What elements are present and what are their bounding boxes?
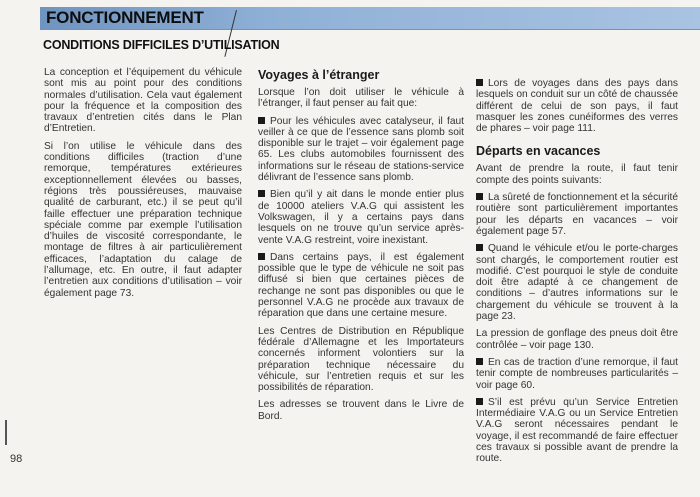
section-title: FONCTIONNEMENT [46, 8, 204, 27]
bullet-square-icon [476, 358, 483, 365]
bullet-square-icon [476, 244, 483, 251]
heading-voyages: Voyages à l’étranger [258, 68, 380, 82]
margin-bar [5, 420, 7, 445]
page-number: 98 [10, 453, 23, 465]
column-right [476, 78, 678, 471]
bullet-item: La sûreté de fonctionnement et la sécurité routière sont particulièrement importantes pour les départs en vacances – voir également page 57. [476, 192, 678, 237]
paragraph: Avant de prendre la route, il faut tenir compte des points suivants: [476, 163, 678, 186]
header-divider [40, 29, 700, 30]
paragraph: Les adresses se trouvent dans le Livre de Bord. [258, 399, 464, 422]
bullet-item: Bien qu’il y ait dans le monde entier plus de 10000 ateliers V.A.G qui assistent les Volkswagen, il y a certains pays dans lesquels on ne trouve qu’un service après-vente V.A.G restreint, voire inexistant. [258, 189, 464, 246]
paragraph: La pression de gonflage des pneus doit être contrôlée – voir page 130. [476, 328, 678, 351]
paragraph: Lorsque l’on doit utiliser le véhicule à l’étranger, il faut penser au fait que: [258, 87, 464, 110]
bullet-item: Dans certains pays, il est également possible que le type de véhicule ne soit pas diffusé si bien que certaines pièces de rechange ne sont pas disponibles ou que le personnel V.A.G ne procède aux travaux de réparation que dans une certaine mesure. [258, 251, 464, 320]
column-middle [258, 68, 464, 428]
bullet-item: En cas de traction d’une remorque, il faut tenir compte de nombreuses particularités – voir page 60. [476, 356, 678, 391]
bullet-item: Quand le véhicule et/ou le porte-charges sont chargés, le comportement routier est modifié. C’est pourquoi le style de conduite doit être adapté à ce changement de conditions – d’autres informations sur le chargement du véhicule se trouvent à la page 23. [476, 243, 678, 323]
bullet-square-icon [476, 79, 483, 86]
paragraph: Les Centres de Distribution en République fédérale d’Allemagne et les Importateurs concernés informent volontiers sur la préparation technique nécessaire du véhicule, sur l’entretien requis et sur les possibilités de réparation. [258, 325, 464, 394]
heading-departs: Départs en vacances [476, 144, 601, 159]
bullet-square-icon [476, 193, 483, 200]
bullet-item: S’il est prévu qu’un Service Entretien Intermédiaire V.A.G ou un Service Entretien V.A.G seront nécessaires pendant le voyage, il est recommandé de faire effectuer ces travaux si possible avant de prendre la route. [476, 396, 678, 465]
section-subtitle: CONDITIONS DIFFICILES D’UTILISATION [43, 38, 280, 52]
column-left [44, 67, 242, 305]
bullet-square-icon [476, 398, 483, 405]
paragraph: La conception et l’équipement du véhicule sont mis au point pour des conditions normales d’utilisation. Cela vaut également pour la fréquence et la composition des travaux d’entretien cités dans le Plan d’Entretien. [44, 67, 242, 135]
bullet-square-icon [258, 253, 265, 260]
bullet-item: Pour les véhicules avec catalyseur, il faut veiller à ce que de l’essence sans plomb soit disponible sur le trajet – voir également page 65. Les clubs automobiles fournissent des informations sur le réseau de stations-service délivrant de l’essence sans plomb. [258, 115, 464, 184]
bullet-square-icon [258, 190, 265, 197]
bullet-square-icon [258, 117, 265, 124]
bullet-item: Lors de voyages dans des pays dans lesquels on conduit sur un côté de chaussée différent de celui de son pays, il faut masquer les zones cunéiformes des verres de phares – voir page 111. [476, 78, 678, 135]
paragraph: Si l’on utilise le véhicule dans des conditions difficiles (traction d’une remorque, températures extérieures exceptionnellement élevées ou basses, régions très poussiéreuses, mauvaise qualité de carburant, etc.) il se peut qu’il faille effectuer une préparation technique spéciale comme par exemple l’utilisation d’huiles de viscosité correspondante, le montage de filtres à air particulièrement efficaces, l’adaptation du calage de l’allumage, etc. En outre, il faut adapter l’entretien aux conditions d’utilisation – voir également page 73. [44, 140, 242, 299]
